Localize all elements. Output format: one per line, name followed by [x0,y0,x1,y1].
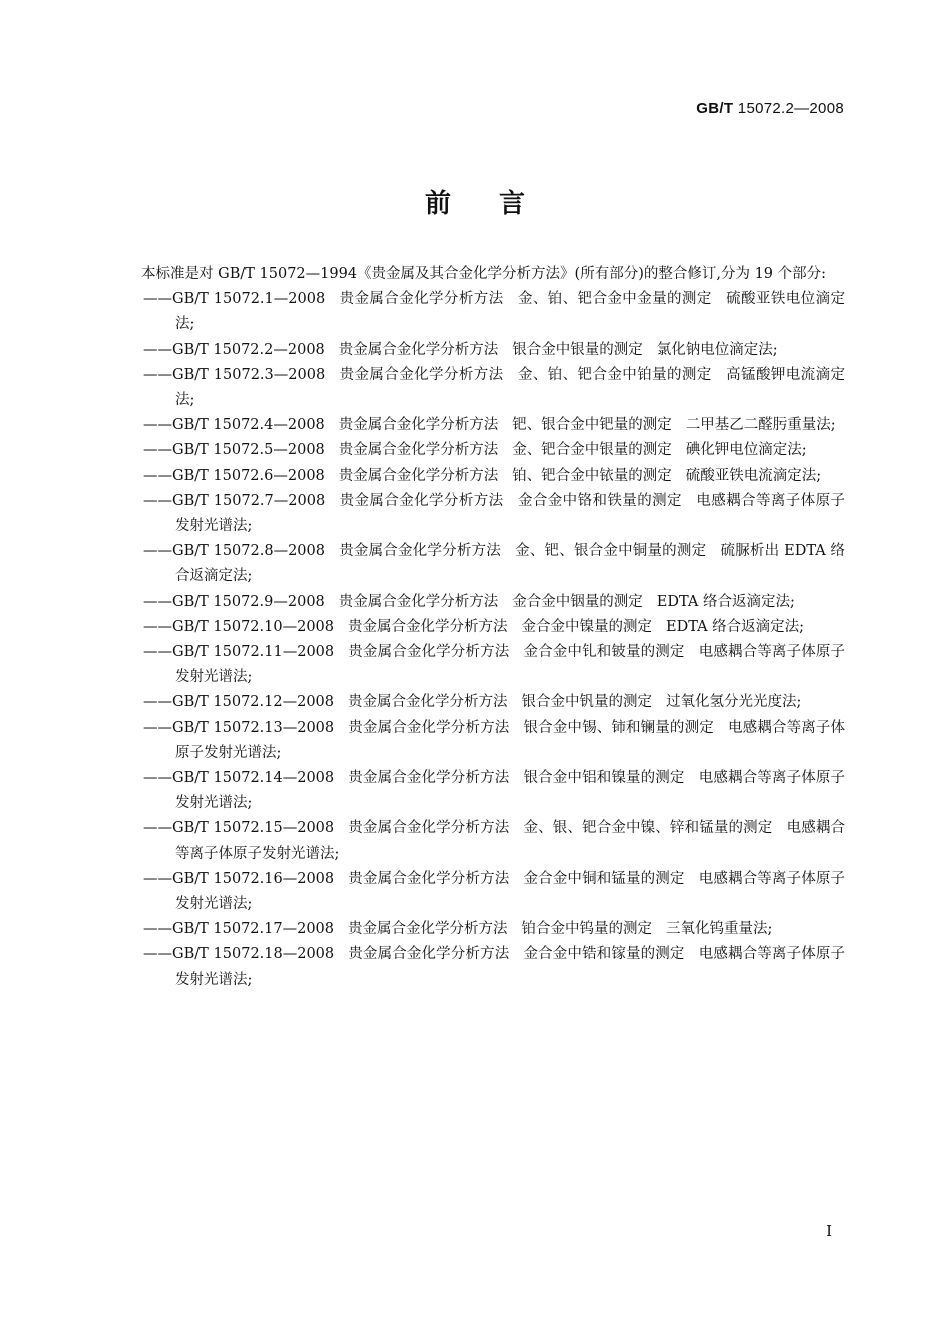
part-method: 硫酸亚铁电流滴定法; [685,467,822,484]
parts-list [109,287,845,993]
list-item [109,615,845,640]
part-method: 电感耦合等离子体原子发射光谱法; [175,870,846,913]
part-series: 贵金属合金化学分析方法 [338,417,499,434]
part-method: EDTA 络合返滴定法; [656,593,795,610]
part-subject: 银合金中银量的测定 [512,341,643,358]
list-item [109,640,845,690]
list-item [109,287,845,337]
part-code: GB/T 15072.11—2008 [172,644,335,661]
part-method: 过氧化氢分光光度法; [666,694,802,711]
list-dash: —— [143,341,172,358]
list-item [109,438,845,463]
part-method: EDTA 络合返滴定法; [666,618,805,635]
part-method: 电感耦合等离子体原子发射光谱法; [175,492,845,535]
part-series: 贵金属合金化学分析方法 [348,946,510,963]
part-subject: 金合金中锆和镓量的测定 [523,946,685,963]
standard-prefix: GB/T [696,100,734,117]
list-dash: —— [143,593,172,610]
part-subject: 钯、银合金中钯量的测定 [512,417,672,434]
part-code: GB/T 15072.15—2008 [172,820,335,837]
list-dash: —— [143,870,172,887]
part-series: 贵金属合金化学分析方法 [348,770,510,787]
list-dash: —— [143,694,172,711]
part-method: 电感耦合等离子体原子发射光谱法; [175,946,846,988]
part-method: 高锰酸钾电流滴定法; [175,366,845,409]
part-method: 电感耦合等离子体原子发射光谱法; [175,644,846,686]
part-series: 贵金属合金化学分析方法 [338,593,499,610]
part-method: 三氧化钨重量法; [666,921,773,938]
intro-paragraph: 本标准是对 GB/T 15072—1994《贵金属及其合金化学分析方法》(所有部分)的整合修订,分为 19 个部分: [141,266,827,282]
part-code: GB/T 15072.2—2008 [172,341,325,358]
part-subject: 铂合金中钨量的测定 [521,921,652,938]
list-dash: —— [143,291,172,308]
part-method: 电感耦合等离子体原子发射光谱法; [175,770,846,812]
part-code: GB/T 15072.1—2008 [172,291,326,308]
list-item [109,590,845,615]
list-dash: —— [143,442,172,459]
part-subject: 金合金中铟量的测定 [512,593,643,610]
list-dash: —— [143,467,172,484]
part-subject: 金合金中铜和锰量的测定 [523,870,685,887]
part-series: 贵金属合金化学分析方法 [348,820,510,837]
part-code: GB/T 15072.16—2008 [172,870,335,887]
list-dash: —— [143,366,172,383]
part-series: 贵金属合金化学分析方法 [348,870,510,887]
part-subject: 金、钯、银合金中铜量的测定 [514,543,707,560]
list-dash: —— [143,921,172,938]
part-code: GB/T 15072.6—2008 [172,467,325,484]
part-subject: 铂、钯合金中铱量的测定 [512,467,672,484]
list-dash: —— [143,618,172,635]
part-series: 贵金属合金化学分析方法 [348,694,508,711]
list-dash: —— [143,719,172,736]
part-subject: 金、银、钯合金中镍、锌和锰量的测定 [523,820,773,837]
part-method: 硫酸亚铁电位滴定法; [175,291,845,333]
part-series: 贵金属合金化学分析方法 [338,543,501,560]
part-code: GB/T 15072.5—2008 [172,442,325,459]
page-number: I [826,1222,832,1240]
part-code: GB/T 15072.3—2008 [172,366,326,383]
page-title: 前言 [424,189,573,219]
part-subject: 金合金中钆和铍量的测定 [523,644,685,661]
list-item [109,539,845,589]
part-code: GB/T 15072.18—2008 [172,946,335,963]
part-method: 碘化钾电位滴定法; [685,442,807,459]
list-dash: —— [143,770,172,787]
list-dash: —— [143,543,172,560]
list-dash: —— [143,946,172,963]
part-subject: 银合金中铝和镍量的测定 [523,770,685,787]
list-item [109,489,845,539]
standard-code: 15072.2—2008 [737,100,844,117]
list-item [109,867,845,917]
part-series: 贵金属合金化学分析方法 [339,291,504,308]
part-series: 贵金属合金化学分析方法 [339,492,504,509]
list-item [109,690,845,715]
part-series: 贵金属合金化学分析方法 [348,644,510,661]
part-code: GB/T 15072.8—2008 [172,543,325,560]
list-item [109,363,845,413]
part-code: GB/T 15072.9—2008 [172,593,325,610]
list-item [109,716,845,766]
part-subject: 银合金中锡、铈和镧量的测定 [523,719,714,736]
part-subject: 金、铂、钯合金中金量的测定 [517,291,712,308]
foreword-body [109,262,845,993]
part-series: 贵金属合金化学分析方法 [348,618,508,635]
list-item [109,413,845,438]
part-series: 贵金属合金化学分析方法 [338,442,499,459]
list-item [109,816,845,866]
part-code: GB/T 15072.12—2008 [172,694,334,711]
part-code: GB/T 15072.13—2008 [172,719,335,736]
part-code: GB/T 15072.17—2008 [172,921,334,938]
part-code: GB/T 15072.7—2008 [172,492,326,509]
part-subject: 金、钯合金中银量的测定 [512,442,672,459]
list-item [109,917,845,942]
list-dash: —— [143,492,172,509]
part-series: 贵金属合金化学分析方法 [338,467,499,484]
list-dash: —— [143,820,172,837]
list-item [109,766,845,816]
part-subject: 金合金中铬和铁量的测定 [517,492,682,509]
part-code: GB/T 15072.10—2008 [172,618,334,635]
part-code: GB/T 15072.14—2008 [172,770,335,787]
part-code: GB/T 15072.4—2008 [172,417,325,434]
part-subject: 金、铂、钯合金中铂量的测定 [517,366,712,383]
list-item [109,464,845,489]
part-series: 贵金属合金化学分析方法 [348,921,508,938]
part-method: 电感耦合等离子体原子发射光谱法; [175,719,846,761]
list-item [109,338,845,363]
part-subject: 银合金中钒量的测定 [521,694,652,711]
part-method: 电感耦合等离子体原子发射光谱法; [175,820,846,862]
list-dash: —— [143,644,172,661]
part-subject: 金合金中镍量的测定 [521,618,652,635]
standard-number [696,100,844,117]
part-series: 贵金属合金化学分析方法 [339,366,504,383]
list-item [109,942,845,992]
part-method: 二甲基乙二醛肟重量法; [685,417,836,434]
part-series: 贵金属合金化学分析方法 [338,341,499,358]
part-series: 贵金属合金化学分析方法 [348,719,510,736]
part-method: 氯化钠电位滴定法; [656,341,778,358]
list-dash: —— [143,417,172,434]
part-method: 硫脲析出 EDTA 络合返滴定法; [175,543,846,585]
